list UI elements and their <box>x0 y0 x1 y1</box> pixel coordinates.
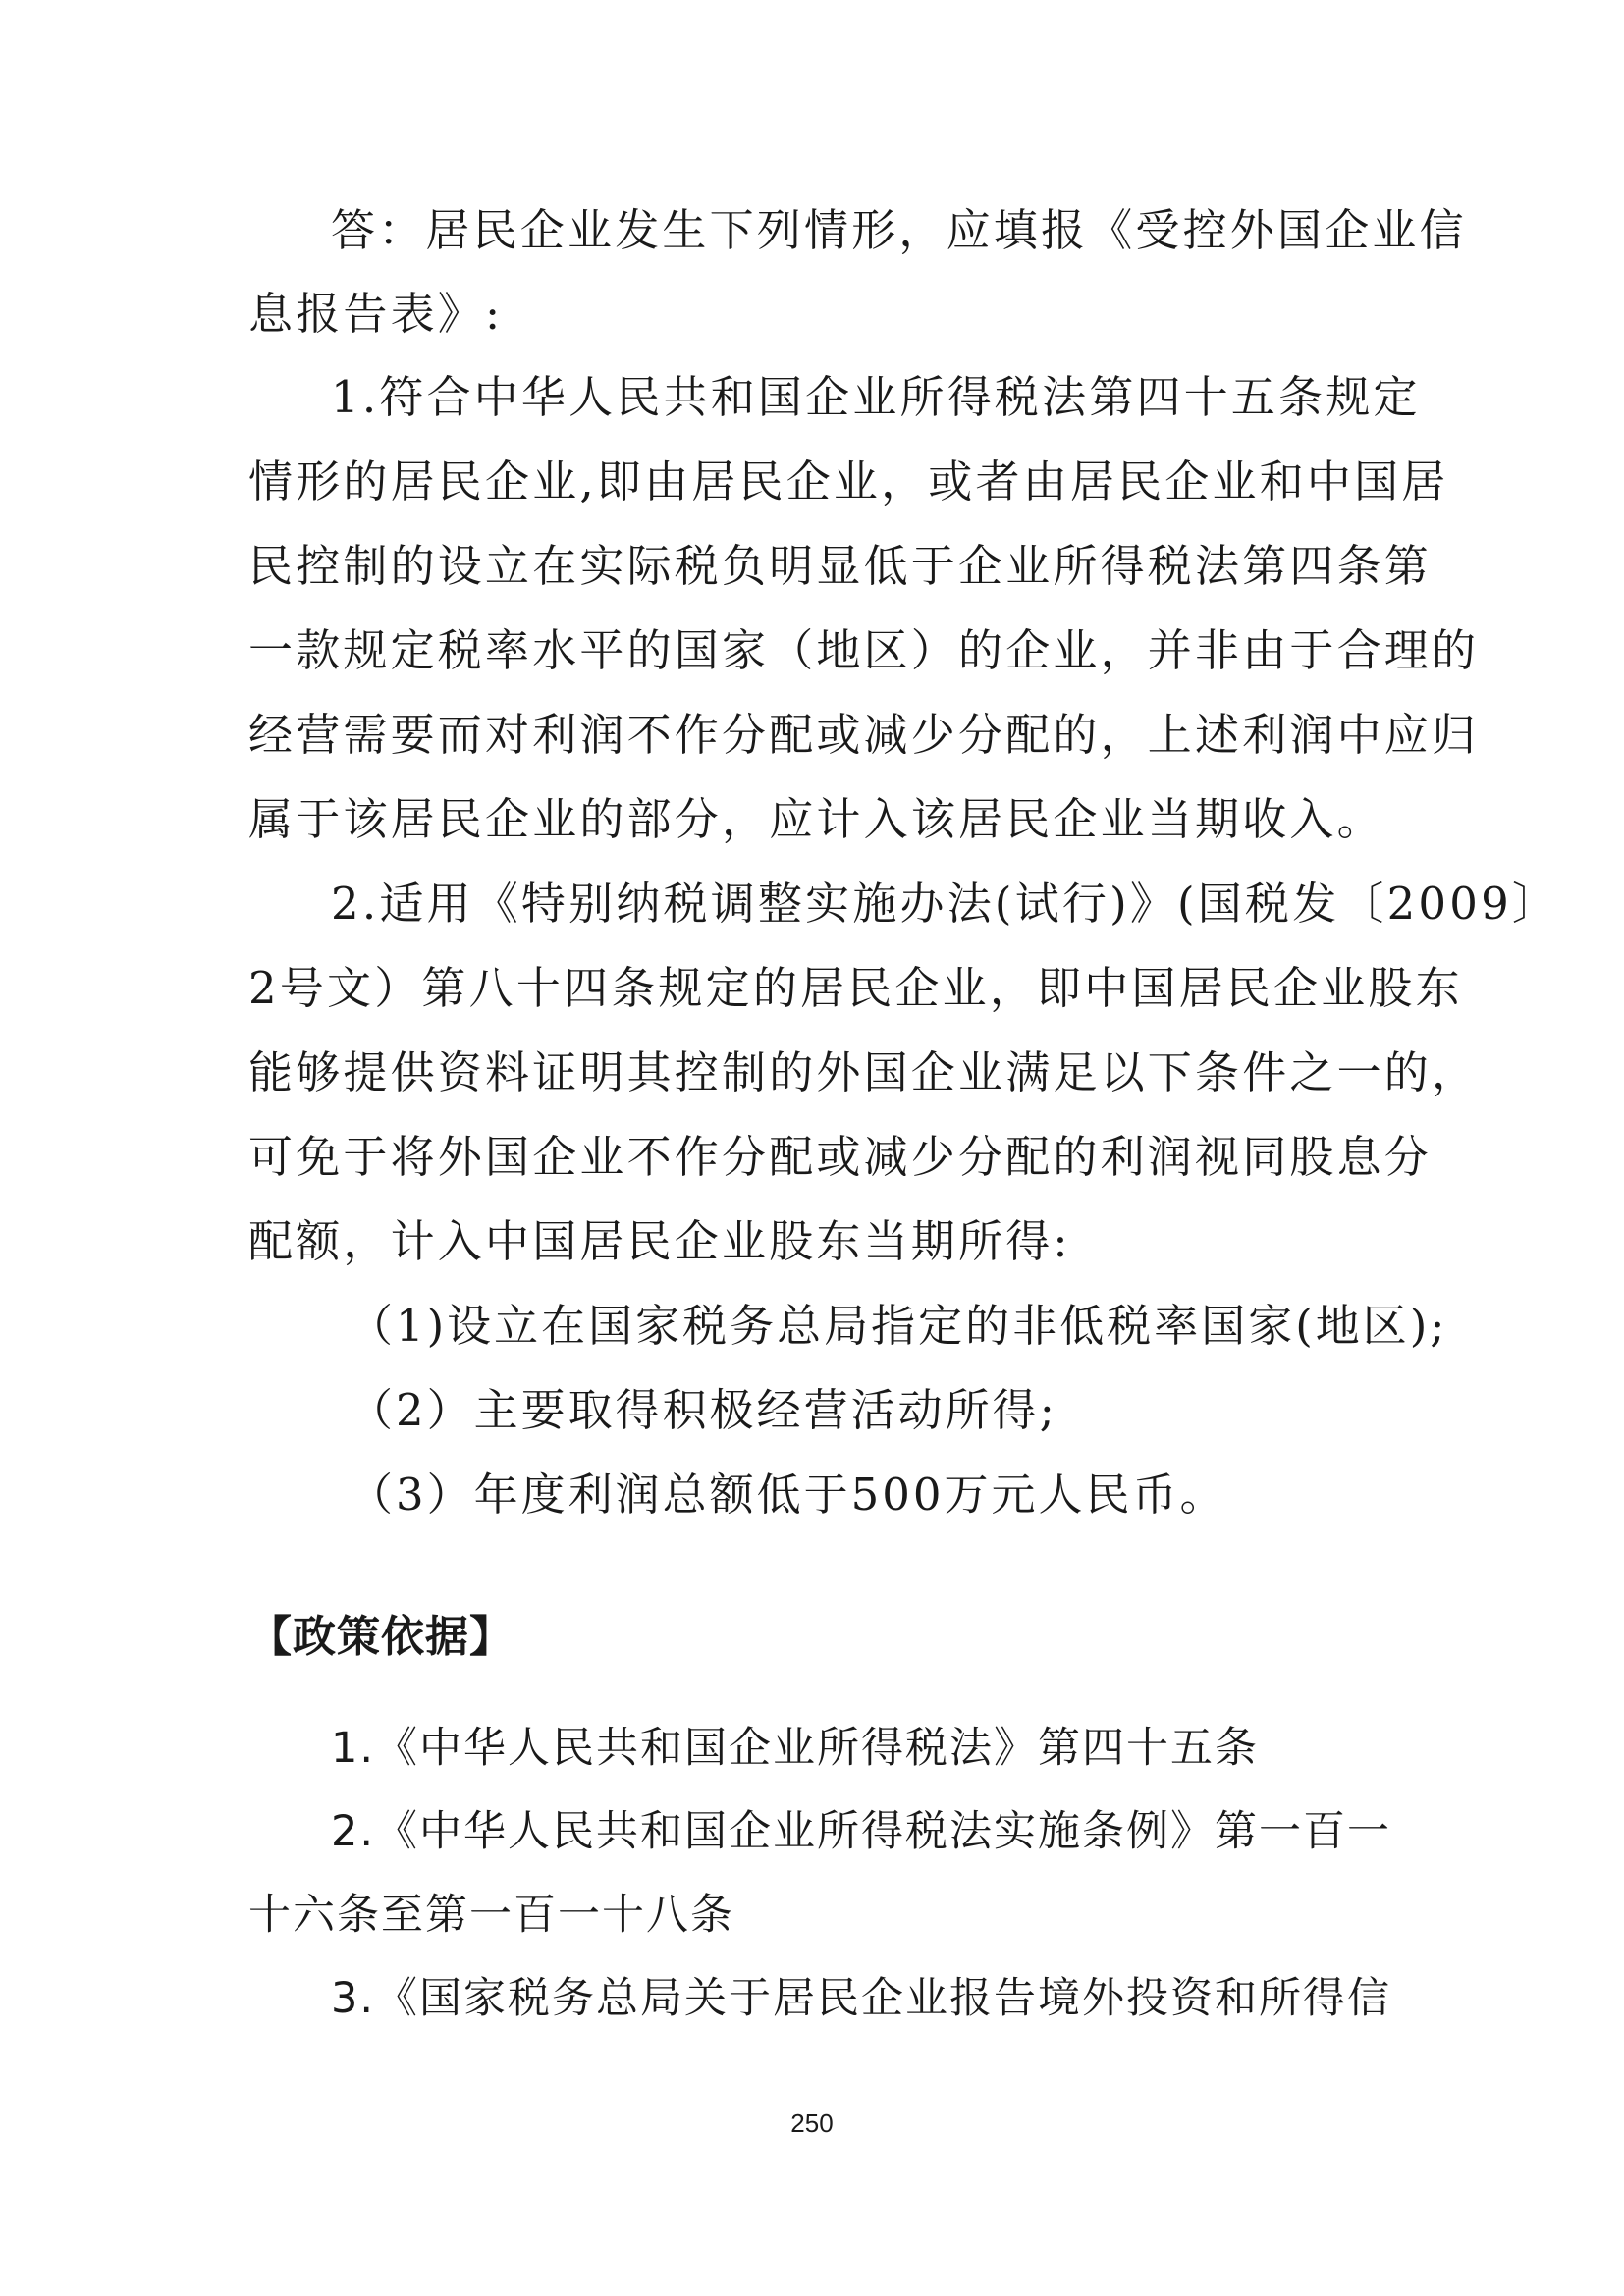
item-2-line-1: 2.适用《特别纳税调整实施办法(试行)》(国税发〔2009〕 <box>331 878 1560 930</box>
policy-basis-heading: 【政策依据】 <box>248 1612 514 1662</box>
condition-3: （3）年度利润总额低于500万元人民币。 <box>349 1468 1227 1521</box>
item-2-line-3: 能够提供资料证明其控制的外国企业满足以下条件之一的， <box>248 1046 1480 1098</box>
item-2-line-4: 可免于将外国企业不作分配或减少分配的利润视同股息分 <box>248 1131 1433 1183</box>
answer-line-2: 息报告表》: <box>248 288 504 340</box>
policy-basis-item-1: 1.《中华人民共和国企业所得税法》第四十五条 <box>331 1724 1260 1773</box>
item-2-line-5: 配额，计入中国居民企业股东当期所得: <box>248 1215 1071 1267</box>
condition-2: （2）主要取得积极经营活动所得; <box>349 1384 1057 1436</box>
item-1-line-6: 属于该居民企业的部分，应计入该居民企业当期收入。 <box>248 793 1384 845</box>
item-1-line-4: 一款规定税率水平的国家（地区）的企业，并非由于合理的 <box>248 624 1480 676</box>
answer-line-1: 答：居民企业发生下列情形，应填报《受控外国企业信 <box>331 204 1467 256</box>
policy-basis-item-3: 3.《国家税务总局关于居民企业报告境外投资和所得信 <box>331 1974 1392 2023</box>
item-1-line-2: 情形的居民企业,即由居民企业，或者由居民企业和中国居 <box>248 455 1449 507</box>
policy-basis-item-2-cont: 十六条至第一百一十八条 <box>248 1891 734 1940</box>
item-1-line-1: 1.符合中华人民共和国企业所得税法第四十五条规定 <box>331 371 1421 423</box>
item-1-line-3: 民控制的设立在实际税负明显低于企业所得税法第四条第 <box>248 540 1433 592</box>
condition-1: （1)设立在国家税务总局指定的非低税率国家(地区); <box>349 1300 1448 1352</box>
policy-basis-item-2: 2.《中华人民共和国企业所得税法实施条例》第一百一 <box>331 1807 1392 1856</box>
item-1-line-5: 经营需要而对利润不作分配或减少分配的，上述利润中应归 <box>248 709 1480 761</box>
page-number: 250 <box>790 2109 834 2138</box>
item-2-line-2: 2号文）第八十四条规定的居民企业，即中国居民企业股东 <box>248 962 1463 1014</box>
